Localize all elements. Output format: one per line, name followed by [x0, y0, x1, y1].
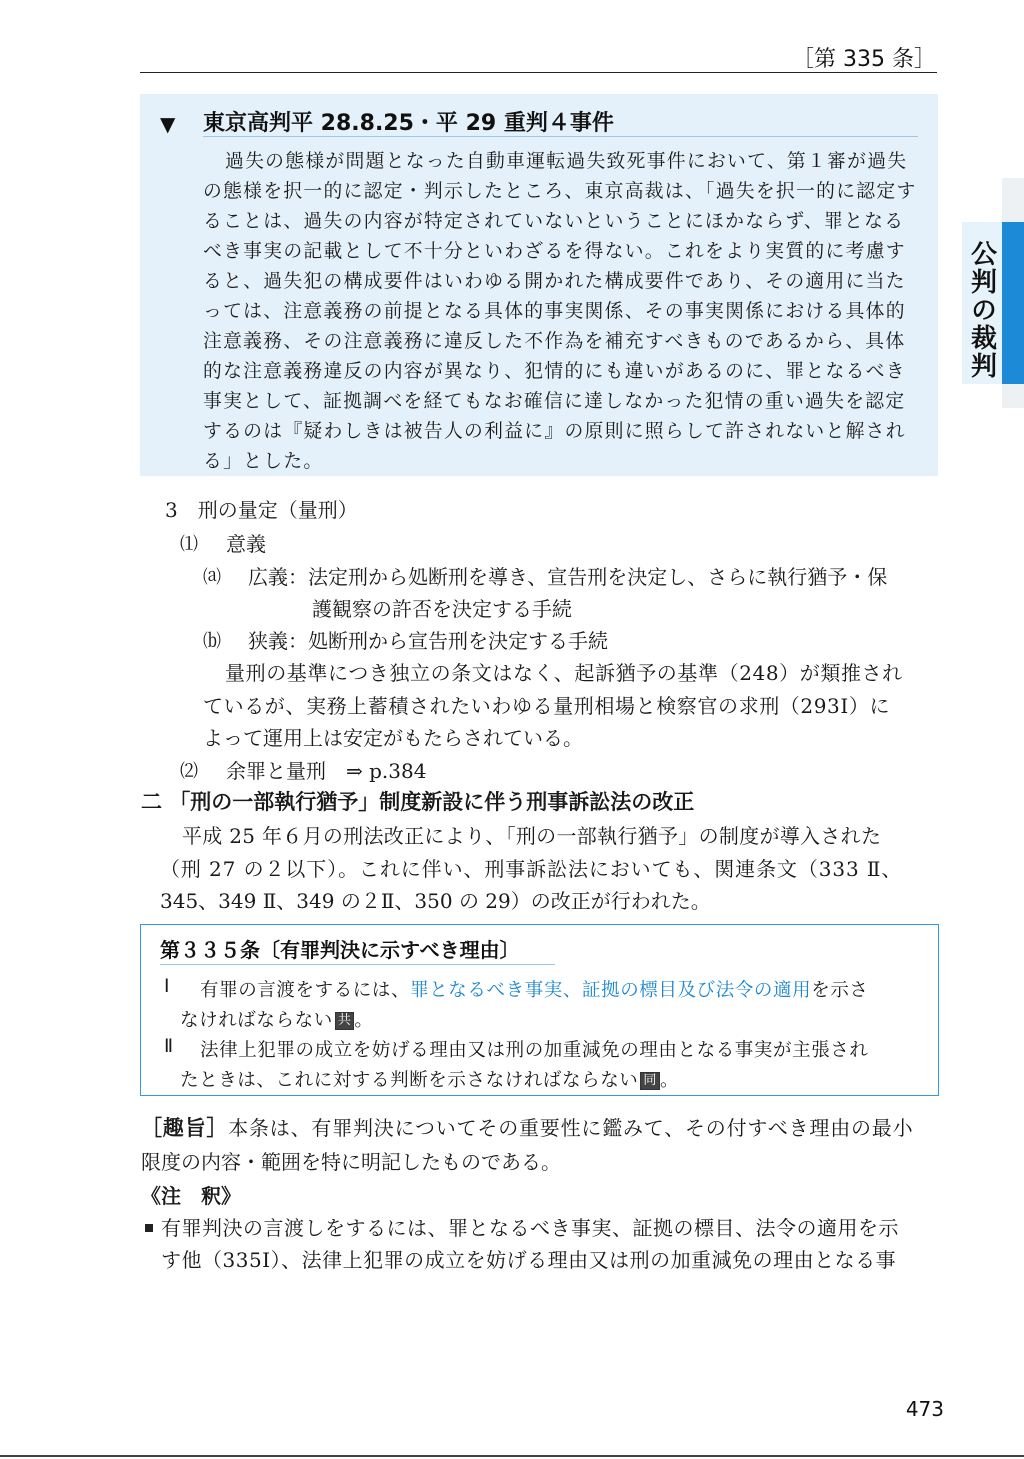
case-line: る」とした。 — [203, 451, 324, 472]
chapter-tab — [962, 222, 1024, 384]
case-line: するのは『疑わしきは被告人の利益に』の原則に照らして許されないと解され — [203, 421, 906, 442]
item-number: ⑴ — [180, 534, 198, 555]
period: 。 — [660, 1070, 680, 1091]
article-paragraph-1 — [200, 976, 869, 1002]
case-title: 東京高判平 28.8.25・平 29 重判４事件 — [203, 111, 614, 136]
definition-line: 広義：法定刑から処断刑を導き、宣告刑を決定し、さらに執行猶予・保 — [248, 565, 888, 589]
case-line: ると、過失犯の構成要件はいわゆる開かれた構成要件であり、その適用に当た — [203, 271, 906, 292]
definition-line: 護観察の許否を決定する手続 — [312, 597, 572, 621]
bullet-icon — [145, 1224, 153, 1232]
article-text: なければならない — [180, 1010, 333, 1031]
paragraph-line: ているが、実務上蓄積されたいわゆる量刑相場と検察官の求刑（293Ⅰ）に — [203, 694, 891, 718]
paragraph-line: 平成 25 年６月の刑法改正により、「刑の一部執行猶予」の制度が導入された — [182, 824, 882, 848]
definition-line: 狭義：処断刑から宣告刑を決定する手続 — [248, 629, 608, 653]
period: 。 — [354, 1010, 374, 1031]
paragraph-line: 345、349 Ⅱ、349 の２Ⅱ、350 の 29）の改正が行われた。 — [160, 889, 711, 913]
article-paragraph-1-cont — [180, 1006, 374, 1032]
article-text: 法律上犯罪の成立を妨げる理由又は刑の加重減免の理由となる事実が主張され — [200, 1040, 869, 1061]
notes-heading: 《注 釈》 — [141, 1184, 241, 1208]
article-title: 第３３５条〔有罪判決に示すべき理由〕 — [160, 938, 520, 962]
article-paragraph-2-cont — [180, 1066, 679, 1092]
triangle-marker-icon: ▼ — [160, 112, 176, 136]
chapter-tab-label-area — [962, 222, 1002, 384]
case-title-rule — [203, 136, 918, 137]
common-badge-icon: 共 — [335, 1012, 355, 1030]
article-text: 有罪の言渡をするには、 — [200, 980, 411, 1001]
case-line: 注意義務、その注意義務に違反した不作為を補充すべきものであるから、具体 — [203, 331, 906, 352]
item-number: ⒜ — [203, 567, 221, 588]
page-number: 473 — [905, 1397, 944, 1421]
article-text: たときは、これに対する判断を示さなければならない — [180, 1070, 639, 1091]
highlighted-text: 罪となるべき事実、証拠の標目及び法令の適用 — [410, 980, 812, 1001]
running-header: ［第 335 条］ — [792, 47, 936, 72]
article-text: を示さ — [811, 980, 869, 1001]
case-line: っては、注意義務の前提となる具体的事実関係、その事実関係における具体的 — [203, 301, 906, 322]
item-number: ⒝ — [203, 631, 221, 652]
case-line: ることは、過失の内容が特定されていないということにほかならず、罪となる — [203, 211, 905, 232]
purpose-line: 限度の内容・範囲を特に明記したものである。 — [141, 1150, 561, 1174]
case-line: の態様を択一的に認定・判示したところ、東京高裁は、「過失を択一的に認定す — [203, 181, 917, 202]
note-bullet-line — [145, 1212, 899, 1241]
chapter-tab-label: 公判の裁判 — [966, 240, 997, 380]
cross-reference: 余罪と量刑 ⇒ p.384 — [226, 759, 427, 783]
item-number: ⑵ — [180, 761, 198, 782]
purpose-label: ［趣旨］ — [141, 1116, 229, 1140]
paragraph-line: 量刑の基準につき独立の条文はなく、起訴猶予の基準（248）が類推され — [225, 661, 903, 685]
section-heading: 3 刑の量定（量刑） — [165, 498, 358, 522]
note-text: す他（335Ⅰ）、法律上犯罪の成立を妨げる理由又は刑の加重減免の理由となる事 — [161, 1248, 897, 1272]
purpose-text: 本条は、有罪判決についてその重要性に鑑みて、その付すべき理由の最小 — [228, 1116, 914, 1140]
bottom-rule — [0, 1455, 1024, 1457]
header-rule — [140, 72, 937, 73]
case-line: 過失の態様が問題となった自動車運転過失致死事件において、第１審が過失 — [225, 151, 908, 172]
same-badge-icon: 同 — [640, 1072, 660, 1090]
paragraph-line: よって運用上は安定がもたらされている。 — [203, 726, 583, 750]
article-title-rule — [160, 964, 555, 965]
item-label: 意義 — [226, 532, 266, 556]
case-line: べき事実の記載として不十分といわざるを得ない。これをより実質的に考慮す — [203, 241, 906, 262]
paragraph-number: Ⅱ — [164, 1036, 174, 1057]
paragraph-line: （刑 27 の２以下）。これに伴い、刑事訴訟法においても、関連条文（333 Ⅱ、 — [160, 857, 903, 881]
case-line: 的な注意義務違反の内容が異なり、犯情的にも違いがあるのに、罪となるべき — [203, 361, 906, 382]
purpose-line — [141, 1112, 913, 1142]
section-heading: 二 「刑の一部執行猶予」制度新設に伴う刑事訴訟法の改正 — [141, 789, 695, 814]
case-line: 事実として、証拠調べを経てもなお確信に達しなかった犯情の重い過失を認定 — [203, 391, 906, 412]
note-text: 有罪判決の言渡しをするには、罪となるべき事実、証拠の標目、法令の適用を示 — [161, 1216, 899, 1240]
paragraph-number: Ⅰ — [164, 976, 171, 997]
